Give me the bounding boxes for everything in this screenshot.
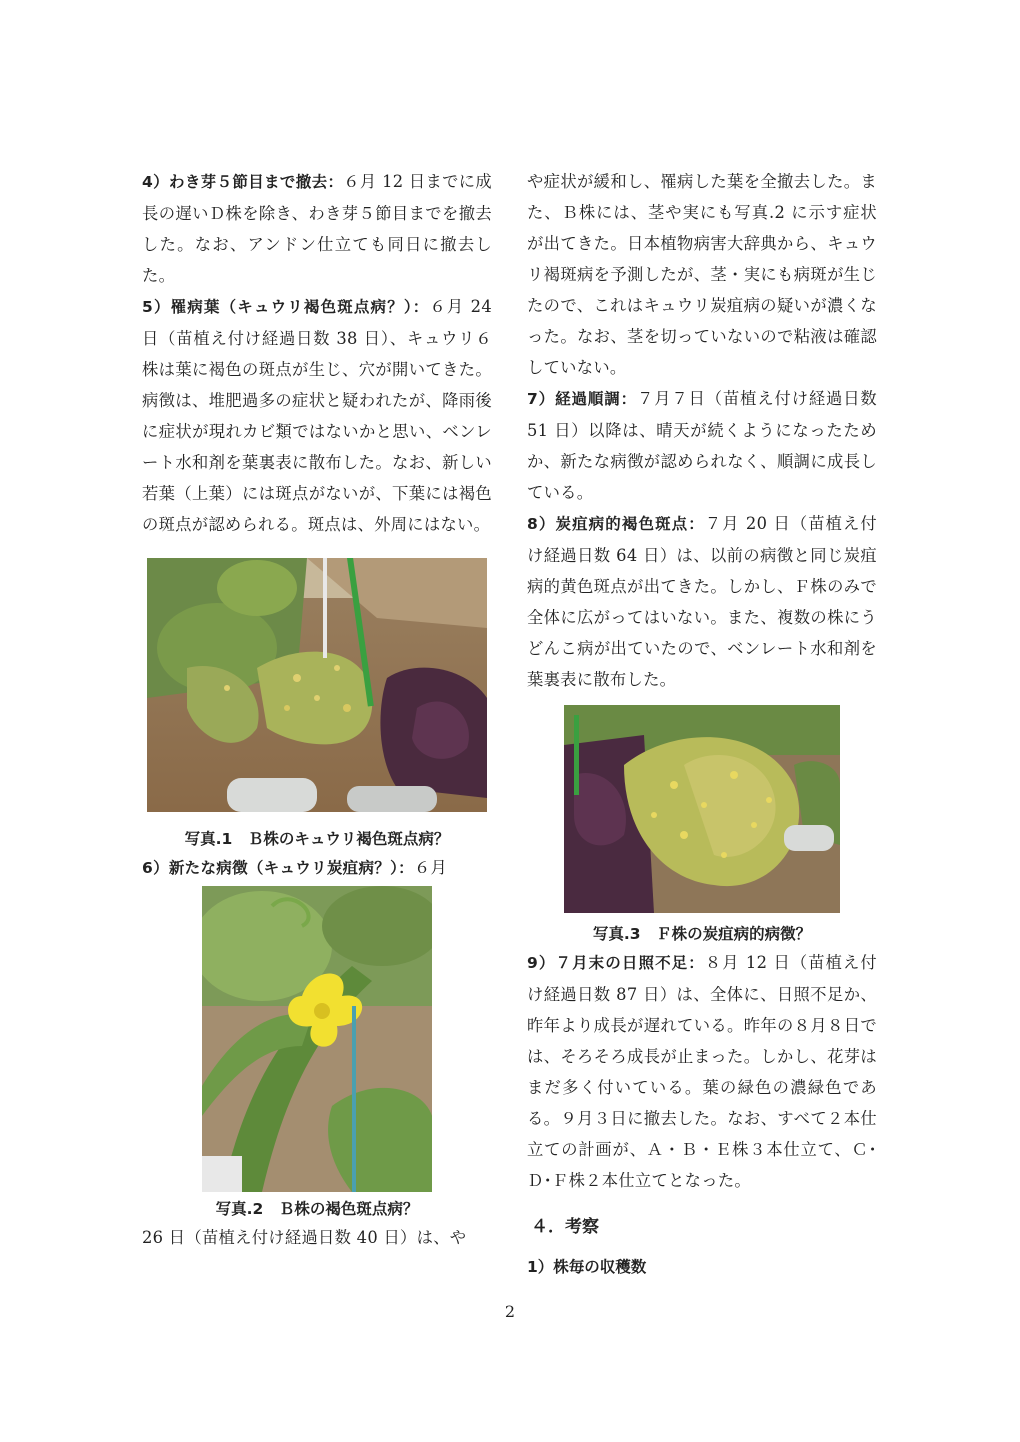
photo-1 [147, 558, 487, 812]
paragraph-5-heading: 5）罹病葉（キュウリ褐色斑点病？）： [142, 298, 430, 316]
paragraph-9-heading: 9）７月末の日照不足： [527, 954, 705, 972]
paragraph-9 [527, 947, 877, 1196]
photo-1-image [147, 558, 487, 812]
subsection-heading-harvest: 1）株毎の収穫数 [527, 1258, 647, 1276]
paragraph-6 [142, 852, 492, 884]
section-heading-discussion: ４．考察 [531, 1217, 599, 1237]
page-number: 2 [504, 1302, 516, 1321]
photo-1-caption: 写真.1 Ｂ株のキュウリ褐色斑点病？ [184, 830, 450, 848]
paragraph-8-body: ７月 20 日（苗植え付け経過日数 64 日）は、以前の病徴と同じ炭疽病的黄色斑点が出てきた。しかし、Ｆ株のみで全体に広がってはいない。また、複数の株にうどんこ病が出ていたので、ベンレート水和剤を葉裏表に散布した。 [527, 514, 878, 689]
paragraph-6-body-start: ６月 [413, 858, 448, 877]
right-column [527, 166, 877, 1277]
paragraph-7-heading: 7）経過順調： [527, 390, 638, 408]
left-column [142, 166, 492, 1253]
photo-2 [202, 886, 432, 1192]
photo-2-caption: 写真.2 Ｂ株の褐色斑点病？ [215, 1200, 419, 1218]
photo-3 [564, 705, 840, 913]
paragraph-7 [527, 383, 877, 508]
paragraph-5-body: ６月 24 日（苗植え付け経過日数 38 日）、キュウリ６株は葉に褐色の斑点が生じ、穴が開いてきた。病徴は、堆肥過多の症状と疑われたが、降雨後に症状が現れカビ類ではないかと思い、ベンレート水和剤を葉裏表に散布した。なお、新しい若葉（上葉）には斑点がないが、下葉には褐色の斑点が認められる。斑点は、外周にはない。 [142, 297, 492, 534]
photo-2-image [202, 886, 432, 1192]
paragraph-6-continued: 26 日（苗植え付け経過日数 40 日）は、や [142, 1228, 467, 1247]
paragraph-4-heading: 4）わき芽５節目まで撤去： [142, 173, 344, 191]
paragraph-7-body: ７月７日（苗植え付け経過日数 51 日）以降は、晴天が続くようになったためか、新たな病徴が認められなく、順調に成長している。 [527, 389, 877, 502]
paragraph-9-body: ８月 12 日（苗植え付け経過日数 87 日）は、全体に、日照不足か、昨年より成長が遅れている。昨年の８月８日では、そろそろ成長が止まった。しかし、花芽はまだ多く付いている。葉の緑色の濃緑色である。９月３日に撤去した。なお、すべて２本仕立ての計画が、Ａ・Ｂ・Ｅ株３本仕立て、Ｃ･Ｄ･Ｆ株２本仕立てとなった。 [527, 953, 878, 1190]
paragraph-6-continuation: や症状が緩和し、罹病した葉を全撤去した。また、Ｂ株には、茎や実にも写真.2 に示す症状が出てきた。日本植物病害大辞典から、キュウリ褐斑病を予測したが、茎・実にも病斑が生じたので、これはキュウリ炭疽病の疑いが濃くなった。なお、茎を切っていないので粘液は確認していない。 [527, 172, 877, 377]
paragraph-4-body: ６月 12 日までに成長の遅いＤ株を除き、わき芽５節目までを撤去した。なお、アンドン仕立ても同日に撤去した。 [142, 172, 493, 285]
paragraph-8-heading: 8）炭疽病的褐色斑点： [527, 515, 705, 533]
photo-3-caption: 写真.3 Ｆ株の炭疽病的病徴？ [592, 925, 812, 943]
paragraph-6-heading: 6）新たな病徴（キュウリ炭疽病？）： [142, 859, 414, 877]
paragraph-8 [527, 508, 877, 695]
paragraph-4 [142, 166, 492, 291]
photo-3-image [564, 705, 840, 913]
paragraph-5 [142, 291, 492, 540]
